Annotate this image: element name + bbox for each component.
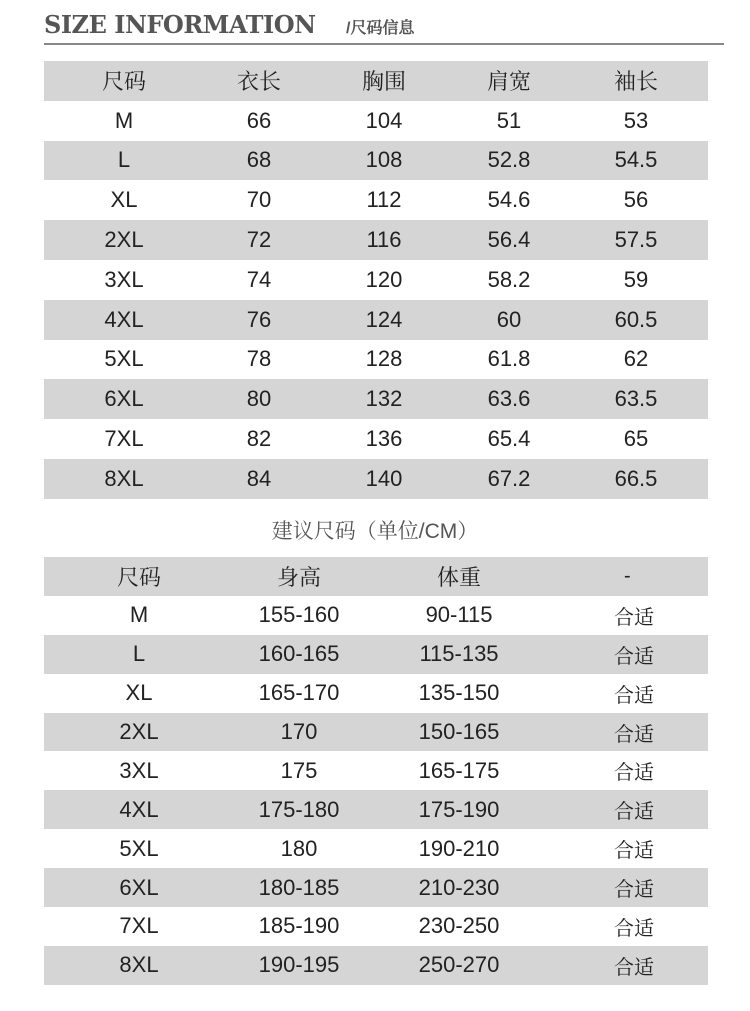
table-cell: 116 [314, 220, 454, 260]
table-cell: M [129, 602, 149, 628]
table-row [44, 790, 708, 829]
table-cell: 120 [365, 266, 403, 292]
table-cell: 66.5 [564, 459, 708, 499]
header-cell-size: 尺码 [44, 557, 234, 596]
header-cell-fit: - [554, 557, 708, 596]
table-cell: 58.2 [487, 266, 531, 292]
table-row [44, 751, 708, 790]
size-table-header-row [44, 61, 708, 101]
recommend-table [44, 557, 708, 985]
table-cell: 132 [314, 379, 454, 419]
table-row [44, 674, 708, 713]
size-table [44, 61, 708, 499]
table-cell: 185-190 [258, 913, 340, 939]
table-cell: 68 [204, 141, 314, 181]
table-cell: 104 [365, 107, 403, 133]
table-cell: L [44, 635, 234, 674]
title-english: SIZE INFORMATION [44, 10, 316, 39]
table-cell: 190-195 [234, 946, 364, 985]
table-cell: 59 [623, 266, 649, 292]
table-cell: 61.8 [487, 346, 531, 372]
header-cell-sleeve: 袖长 [564, 61, 708, 101]
table-cell: 合适 [614, 684, 654, 707]
table-cell: 175-180 [234, 790, 364, 829]
table-cell: 67.2 [454, 459, 564, 499]
table-row [44, 300, 708, 340]
header-cell-chest: 胸围 [314, 61, 454, 101]
table-cell: 2XL [44, 713, 234, 752]
table-cell: 175-190 [364, 790, 554, 829]
table-cell: 51 [496, 107, 522, 133]
table-cell: 82 [246, 426, 272, 452]
table-cell: 210-230 [364, 868, 554, 907]
table-cell: 135-150 [418, 680, 500, 706]
header-cell-shoulder: 肩宽 [454, 61, 564, 101]
table-cell: M [114, 107, 134, 133]
table-row [44, 419, 708, 459]
table-cell: 6XL [44, 379, 204, 419]
table-cell: 108 [314, 141, 454, 181]
table-cell: 230-250 [418, 913, 500, 939]
table-cell: 57.5 [564, 220, 708, 260]
table-cell: 112 [366, 187, 402, 213]
table-row [44, 713, 708, 752]
recommend-table-header-row [44, 557, 708, 596]
table-cell: 合适 [554, 946, 708, 985]
table-cell: 合适 [614, 840, 654, 863]
table-row [44, 635, 708, 674]
table-cell: 合适 [614, 606, 654, 629]
table-cell: 115-135 [364, 635, 554, 674]
table-cell: 160-165 [234, 635, 364, 674]
table-cell: 合适 [554, 790, 708, 829]
table-cell: 7XL [104, 426, 144, 452]
table-row [44, 141, 708, 181]
table-cell: 3XL [119, 757, 159, 783]
table-cell: 128 [365, 346, 403, 372]
table-row [44, 459, 708, 499]
table-cell: XL [110, 187, 138, 213]
table-cell: 合适 [614, 917, 654, 940]
table-cell: 8XL [44, 946, 234, 985]
table-cell: 53 [623, 107, 649, 133]
table-cell: 84 [204, 459, 314, 499]
table-cell: 4XL [44, 300, 204, 340]
table-cell: 190-210 [418, 835, 500, 861]
table-row [44, 596, 708, 635]
table-cell: 63.5 [564, 379, 708, 419]
table-cell: 140 [314, 459, 454, 499]
recommend-title: 建议尺码（单位/CM） [271, 520, 479, 543]
table-cell: 65.4 [487, 426, 531, 452]
table-cell: 250-270 [364, 946, 554, 985]
table-cell: 124 [314, 300, 454, 340]
table-cell: 52.8 [454, 141, 564, 181]
table-row [44, 829, 708, 868]
table-cell: 4XL [44, 790, 234, 829]
table-cell: 5XL [104, 346, 144, 372]
table-cell: 3XL [104, 266, 144, 292]
table-row [44, 868, 708, 907]
table-cell: 7XL [119, 913, 159, 939]
table-cell: 76 [204, 300, 314, 340]
title-chinese: /尺码信息 [346, 20, 415, 37]
table-cell: 165-170 [258, 680, 340, 706]
table-cell: 合适 [554, 635, 708, 674]
table-row [44, 220, 708, 260]
table-row [44, 946, 708, 985]
table-cell: 80 [204, 379, 314, 419]
table-cell: 合适 [614, 762, 654, 785]
table-cell: 合适 [554, 713, 708, 752]
table-row [44, 101, 708, 141]
table-cell: 66 [246, 107, 272, 133]
table-cell: 6XL [44, 868, 234, 907]
table-cell: 90-115 [425, 602, 493, 628]
table-cell: 180-185 [234, 868, 364, 907]
table-cell: 60.5 [564, 300, 708, 340]
table-cell: 56.4 [454, 220, 564, 260]
table-cell: 165-175 [418, 757, 500, 783]
table-cell: L [44, 141, 204, 181]
table-cell: XL [125, 680, 153, 706]
table-row [44, 907, 708, 946]
table-row [44, 340, 708, 380]
table-cell: 65 [623, 426, 649, 452]
table-cell: 2XL [44, 220, 204, 260]
table-cell: 150-165 [364, 713, 554, 752]
header-cell-weight: 体重 [364, 557, 554, 596]
table-row [44, 180, 708, 220]
table-cell: 54.6 [487, 187, 531, 213]
table-cell: 78 [246, 346, 272, 372]
table-cell: 70 [246, 187, 272, 213]
header-divider [44, 43, 724, 45]
table-cell: 8XL [44, 459, 204, 499]
table-row [44, 260, 708, 300]
table-cell: 63.6 [454, 379, 564, 419]
table-cell: 合适 [554, 868, 708, 907]
table-row [44, 379, 708, 419]
table-cell: 5XL [119, 835, 159, 861]
table-cell: 60 [454, 300, 564, 340]
table-cell: 136 [365, 426, 403, 452]
table-cell: 62 [623, 346, 649, 372]
header-cell-size: 尺码 [44, 61, 204, 101]
header-cell-length: 衣长 [204, 61, 314, 101]
table-cell: 74 [246, 266, 272, 292]
table-cell: 72 [204, 220, 314, 260]
table-cell: 175 [280, 757, 318, 783]
table-cell: 170 [234, 713, 364, 752]
table-cell: 180 [280, 835, 318, 861]
table-cell: 56 [623, 187, 649, 213]
header-cell-height: 身高 [234, 557, 364, 596]
page-header [44, 6, 724, 46]
table-cell: 54.5 [564, 141, 708, 181]
table-cell: 155-160 [258, 602, 340, 628]
